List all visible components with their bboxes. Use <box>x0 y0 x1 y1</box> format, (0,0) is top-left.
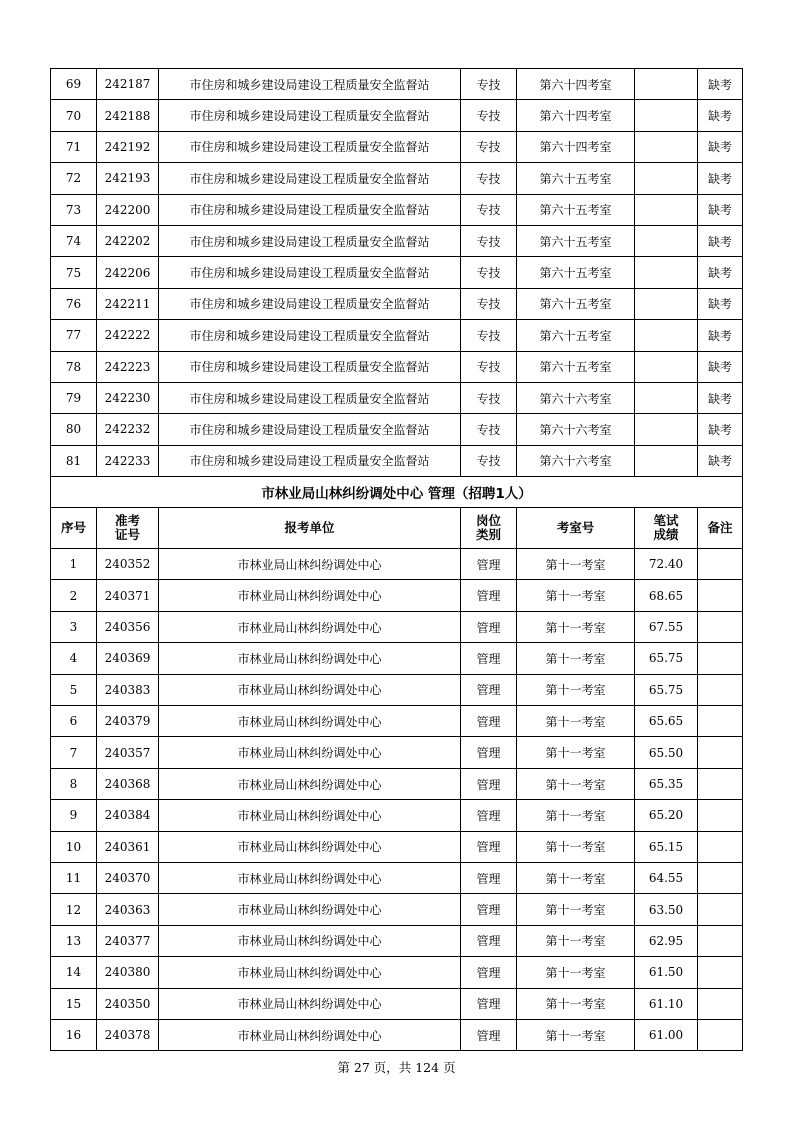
cell-unit: 市林业局山林纠纷调处中心 <box>159 831 461 862</box>
cell-room: 第十一考室 <box>517 706 635 737</box>
section2-header-group <box>51 477 743 549</box>
cell-id: 240350 <box>97 988 159 1019</box>
table-row <box>51 131 743 162</box>
cell-score <box>635 445 698 476</box>
cell-unit: 市林业局山林纠纷调处中心 <box>159 580 461 611</box>
cell-score: 61.50 <box>635 957 698 988</box>
table-row <box>51 100 743 131</box>
cell-unit: 市住房和城乡建设局建设工程质量安全监督站 <box>159 163 461 194</box>
cell-seq: 11 <box>51 862 97 893</box>
cell-room: 第十一考室 <box>517 925 635 956</box>
cell-score <box>635 194 698 225</box>
cell-type: 专技 <box>461 414 517 445</box>
cell-note <box>698 894 743 925</box>
cell-type: 管理 <box>461 580 517 611</box>
cell-type: 专技 <box>461 382 517 413</box>
cell-seq: 14 <box>51 957 97 988</box>
page-footer: 第 27 页，共 124 页 <box>337 1060 456 1075</box>
cell-type: 专技 <box>461 351 517 382</box>
column-header-row <box>51 508 743 549</box>
cell-unit: 市住房和城乡建设局建设工程质量安全监督站 <box>159 351 461 382</box>
cell-seq: 10 <box>51 831 97 862</box>
cell-room: 第六十六考室 <box>517 382 635 413</box>
cell-id: 242200 <box>97 194 159 225</box>
header-score-line1: 笔试 <box>653 513 679 529</box>
table-row <box>51 674 743 705</box>
cell-type: 管理 <box>461 988 517 1019</box>
cell-note: 缺考 <box>698 194 743 225</box>
cell-note: 缺考 <box>698 257 743 288</box>
table-row <box>51 163 743 194</box>
table-row <box>51 706 743 737</box>
cell-unit: 市住房和城乡建设局建设工程质量安全监督站 <box>159 69 461 100</box>
header-score <box>635 508 698 549</box>
table-row <box>51 862 743 893</box>
header-room: 考室号 <box>517 508 635 549</box>
cell-id: 240357 <box>97 737 159 768</box>
cell-id: 240379 <box>97 706 159 737</box>
table-row <box>51 382 743 413</box>
cell-score: 62.95 <box>635 925 698 956</box>
table-row <box>51 549 743 580</box>
cell-unit: 市林业局山林纠纷调处中心 <box>159 549 461 580</box>
cell-type: 专技 <box>461 69 517 100</box>
cell-seq: 74 <box>51 225 97 256</box>
cell-unit: 市住房和城乡建设局建设工程质量安全监督站 <box>159 288 461 319</box>
table-row <box>51 445 743 476</box>
cell-room: 第十一考室 <box>517 549 635 580</box>
table-row <box>51 737 743 768</box>
table-row <box>51 414 743 445</box>
cell-note: 缺考 <box>698 320 743 351</box>
cell-room: 第六十四考室 <box>517 69 635 100</box>
cell-unit: 市林业局山林纠纷调处中心 <box>159 706 461 737</box>
cell-id: 242192 <box>97 131 159 162</box>
cell-seq: 81 <box>51 445 97 476</box>
cell-type: 管理 <box>461 706 517 737</box>
cell-note: 缺考 <box>698 414 743 445</box>
cell-id: 240380 <box>97 957 159 988</box>
cell-id: 242193 <box>97 163 159 194</box>
cell-unit: 市林业局山林纠纷调处中心 <box>159 611 461 642</box>
cell-note: 缺考 <box>698 445 743 476</box>
cell-note: 缺考 <box>698 382 743 413</box>
cell-type: 管理 <box>461 737 517 768</box>
header-seq: 序号 <box>51 508 97 549</box>
cell-seq: 5 <box>51 674 97 705</box>
cell-room: 第十一考室 <box>517 957 635 988</box>
cell-note: 缺考 <box>698 69 743 100</box>
cell-type: 管理 <box>461 1019 517 1050</box>
cell-id: 240361 <box>97 831 159 862</box>
cell-note <box>698 643 743 674</box>
cell-room: 第十一考室 <box>517 674 635 705</box>
cell-unit: 市林业局山林纠纷调处中心 <box>159 800 461 831</box>
cell-score: 61.10 <box>635 988 698 1019</box>
cell-score: 65.35 <box>635 768 698 799</box>
cell-type: 管理 <box>461 768 517 799</box>
cell-id: 242211 <box>97 288 159 319</box>
cell-type: 管理 <box>461 800 517 831</box>
table-row <box>51 925 743 956</box>
cell-note <box>698 925 743 956</box>
cell-id: 240356 <box>97 611 159 642</box>
cell-score <box>635 257 698 288</box>
header-id-line1: 准考 <box>114 513 140 529</box>
cell-note <box>698 580 743 611</box>
cell-id: 242187 <box>97 69 159 100</box>
cell-unit: 市住房和城乡建设局建设工程质量安全监督站 <box>159 445 461 476</box>
cell-score: 65.15 <box>635 831 698 862</box>
cell-type: 管理 <box>461 611 517 642</box>
cell-unit: 市住房和城乡建设局建设工程质量安全监督站 <box>159 414 461 445</box>
cell-seq: 76 <box>51 288 97 319</box>
cell-type: 管理 <box>461 862 517 893</box>
section2-body <box>51 549 743 1051</box>
cell-unit: 市住房和城乡建设局建设工程质量安全监督站 <box>159 257 461 288</box>
table-row <box>51 988 743 1019</box>
cell-id: 242233 <box>97 445 159 476</box>
cell-type: 专技 <box>461 257 517 288</box>
cell-unit: 市林业局山林纠纷调处中心 <box>159 643 461 674</box>
cell-note <box>698 800 743 831</box>
cell-unit: 市住房和城乡建设局建设工程质量安全监督站 <box>159 194 461 225</box>
cell-type: 管理 <box>461 643 517 674</box>
header-id-line2: 证号 <box>114 527 140 543</box>
header-type-line1: 岗位 <box>475 513 501 529</box>
cell-unit: 市林业局山林纠纷调处中心 <box>159 894 461 925</box>
cell-type: 管理 <box>461 925 517 956</box>
cell-score: 68.65 <box>635 580 698 611</box>
table-row <box>51 351 743 382</box>
cell-room: 第十一考室 <box>517 894 635 925</box>
cell-seq: 9 <box>51 800 97 831</box>
cell-room: 第六十五考室 <box>517 320 635 351</box>
section-title: 市林业局山林纠纷调处中心 管理（招聘1人） <box>51 477 743 508</box>
cell-score: 65.20 <box>635 800 698 831</box>
cell-id: 240363 <box>97 894 159 925</box>
cell-score <box>635 69 698 100</box>
cell-seq: 73 <box>51 194 97 225</box>
cell-id: 242202 <box>97 225 159 256</box>
cell-score: 67.55 <box>635 611 698 642</box>
cell-note <box>698 706 743 737</box>
cell-note <box>698 549 743 580</box>
cell-unit: 市住房和城乡建设局建设工程质量安全监督站 <box>159 225 461 256</box>
table1-body <box>51 69 743 477</box>
cell-note <box>698 862 743 893</box>
cell-score: 65.75 <box>635 643 698 674</box>
cell-score <box>635 351 698 382</box>
cell-note: 缺考 <box>698 163 743 194</box>
cell-score <box>635 100 698 131</box>
cell-seq: 1 <box>51 549 97 580</box>
cell-type: 管理 <box>461 957 517 988</box>
cell-seq: 77 <box>51 320 97 351</box>
cell-room: 第六十六考室 <box>517 445 635 476</box>
cell-note <box>698 957 743 988</box>
cell-seq: 78 <box>51 351 97 382</box>
cell-score <box>635 320 698 351</box>
cell-note <box>698 611 743 642</box>
cell-seq: 15 <box>51 988 97 1019</box>
cell-score: 61.00 <box>635 1019 698 1050</box>
cell-room: 第十一考室 <box>517 737 635 768</box>
cell-type: 专技 <box>461 288 517 319</box>
cell-seq: 4 <box>51 643 97 674</box>
cell-id: 240370 <box>97 862 159 893</box>
cell-seq: 75 <box>51 257 97 288</box>
cell-seq: 6 <box>51 706 97 737</box>
header-score-line2: 成绩 <box>653 527 679 543</box>
cell-type: 专技 <box>461 445 517 476</box>
cell-id: 242222 <box>97 320 159 351</box>
cell-id: 240383 <box>97 674 159 705</box>
cell-seq: 2 <box>51 580 97 611</box>
cell-room: 第六十五考室 <box>517 163 635 194</box>
cell-score <box>635 382 698 413</box>
cell-seq: 3 <box>51 611 97 642</box>
cell-score: 64.55 <box>635 862 698 893</box>
cell-room: 第十一考室 <box>517 580 635 611</box>
table-row <box>51 320 743 351</box>
cell-unit: 市林业局山林纠纷调处中心 <box>159 737 461 768</box>
cell-unit: 市住房和城乡建设局建设工程质量安全监督站 <box>159 320 461 351</box>
cell-id: 242232 <box>97 414 159 445</box>
cell-note: 缺考 <box>698 131 743 162</box>
table-row <box>51 580 743 611</box>
table-row <box>51 894 743 925</box>
cell-type: 专技 <box>461 225 517 256</box>
cell-type: 专技 <box>461 100 517 131</box>
cell-unit: 市林业局山林纠纷调处中心 <box>159 925 461 956</box>
cell-room: 第十一考室 <box>517 611 635 642</box>
cell-type: 专技 <box>461 131 517 162</box>
cell-score: 63.50 <box>635 894 698 925</box>
cell-score: 72.40 <box>635 549 698 580</box>
table-row <box>51 194 743 225</box>
header-note: 备注 <box>698 508 743 549</box>
table-row <box>51 831 743 862</box>
cell-score <box>635 163 698 194</box>
cell-room: 第十一考室 <box>517 643 635 674</box>
cell-room: 第十一考室 <box>517 800 635 831</box>
cell-seq: 13 <box>51 925 97 956</box>
cell-id: 242188 <box>97 100 159 131</box>
header-type-line2: 类别 <box>475 527 501 543</box>
cell-seq: 71 <box>51 131 97 162</box>
cell-id: 240384 <box>97 800 159 831</box>
cell-id: 242230 <box>97 382 159 413</box>
table-row <box>51 611 743 642</box>
cell-room: 第十一考室 <box>517 862 635 893</box>
cell-id: 240378 <box>97 1019 159 1050</box>
table-row <box>51 800 743 831</box>
cell-id: 240368 <box>97 768 159 799</box>
cell-room: 第六十五考室 <box>517 288 635 319</box>
cell-unit: 市林业局山林纠纷调处中心 <box>159 768 461 799</box>
cell-unit: 市林业局山林纠纷调处中心 <box>159 957 461 988</box>
cell-type: 专技 <box>461 194 517 225</box>
cell-type: 管理 <box>461 894 517 925</box>
cell-score: 65.65 <box>635 706 698 737</box>
cell-seq: 12 <box>51 894 97 925</box>
cell-seq: 79 <box>51 382 97 413</box>
cell-room: 第六十五考室 <box>517 351 635 382</box>
cell-type: 管理 <box>461 549 517 580</box>
cell-note: 缺考 <box>698 100 743 131</box>
table-row <box>51 225 743 256</box>
cell-unit: 市林业局山林纠纷调处中心 <box>159 1019 461 1050</box>
cell-score <box>635 131 698 162</box>
table-row <box>51 69 743 100</box>
cell-score: 65.50 <box>635 737 698 768</box>
cell-id: 240371 <box>97 580 159 611</box>
cell-room: 第十一考室 <box>517 831 635 862</box>
cell-id: 242206 <box>97 257 159 288</box>
section-title-row <box>51 477 743 508</box>
cell-note <box>698 1019 743 1050</box>
cell-score <box>635 414 698 445</box>
cell-note <box>698 674 743 705</box>
cell-score <box>635 288 698 319</box>
cell-unit: 市住房和城乡建设局建设工程质量安全监督站 <box>159 100 461 131</box>
table-row <box>51 768 743 799</box>
cell-id: 240352 <box>97 549 159 580</box>
cell-note: 缺考 <box>698 225 743 256</box>
cell-note <box>698 737 743 768</box>
cell-room: 第十一考室 <box>517 988 635 1019</box>
cell-score <box>635 225 698 256</box>
cell-note: 缺考 <box>698 288 743 319</box>
header-unit: 报考单位 <box>159 508 461 549</box>
cell-unit: 市住房和城乡建设局建设工程质量安全监督站 <box>159 131 461 162</box>
cell-score: 65.75 <box>635 674 698 705</box>
cell-type: 专技 <box>461 163 517 194</box>
cell-room: 第六十五考室 <box>517 194 635 225</box>
cell-note <box>698 831 743 862</box>
cell-room: 第十一考室 <box>517 768 635 799</box>
cell-seq: 80 <box>51 414 97 445</box>
cell-note: 缺考 <box>698 351 743 382</box>
cell-unit: 市林业局山林纠纷调处中心 <box>159 988 461 1019</box>
cell-seq: 7 <box>51 737 97 768</box>
cell-seq: 70 <box>51 100 97 131</box>
header-type <box>461 508 517 549</box>
cell-unit: 市林业局山林纠纷调处中心 <box>159 674 461 705</box>
cell-type: 管理 <box>461 831 517 862</box>
cell-id: 242223 <box>97 351 159 382</box>
cell-type: 专技 <box>461 320 517 351</box>
cell-id: 240369 <box>97 643 159 674</box>
cell-id: 240377 <box>97 925 159 956</box>
cell-seq: 72 <box>51 163 97 194</box>
cell-room: 第六十四考室 <box>517 131 635 162</box>
cell-room: 第十一考室 <box>517 1019 635 1050</box>
cell-unit: 市住房和城乡建设局建设工程质量安全监督站 <box>159 382 461 413</box>
exam-results-table <box>50 68 743 1051</box>
table-row <box>51 1019 743 1050</box>
cell-unit: 市林业局山林纠纷调处中心 <box>159 862 461 893</box>
cell-room: 第六十五考室 <box>517 225 635 256</box>
table-row <box>51 257 743 288</box>
cell-room: 第六十六考室 <box>517 414 635 445</box>
header-id <box>97 508 159 549</box>
cell-note <box>698 988 743 1019</box>
cell-room: 第六十五考室 <box>517 257 635 288</box>
table-row <box>51 957 743 988</box>
cell-room: 第六十四考室 <box>517 100 635 131</box>
cell-note <box>698 768 743 799</box>
table-row <box>51 643 743 674</box>
cell-seq: 16 <box>51 1019 97 1050</box>
table-row <box>51 288 743 319</box>
cell-seq: 69 <box>51 69 97 100</box>
cell-seq: 8 <box>51 768 97 799</box>
cell-type: 管理 <box>461 674 517 705</box>
